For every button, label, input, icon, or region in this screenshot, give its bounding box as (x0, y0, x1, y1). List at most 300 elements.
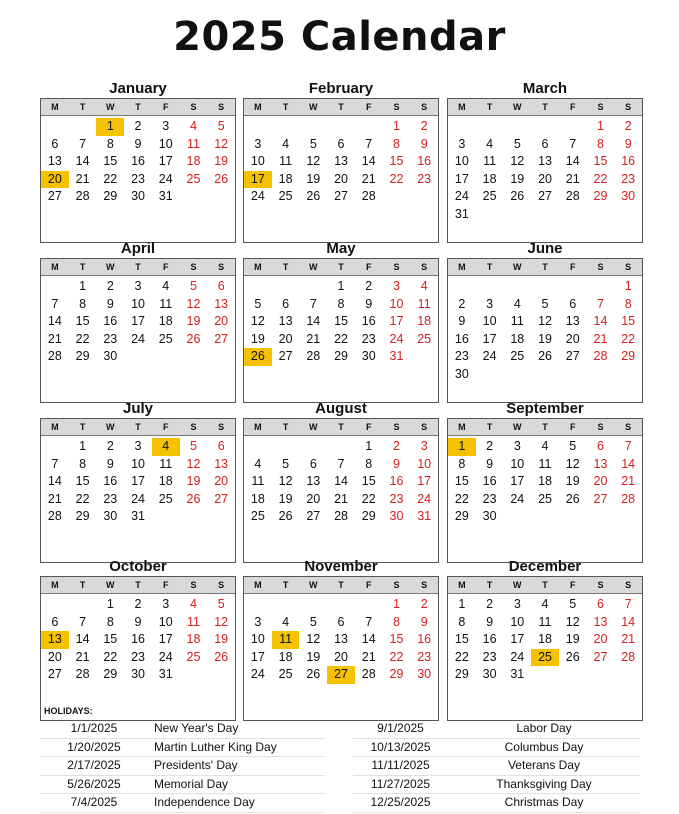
empty-day-cell (244, 278, 272, 296)
month-grid (40, 576, 236, 721)
week-row (448, 171, 642, 189)
day-cell: 3 (420, 439, 428, 453)
day-cell: 1 (337, 279, 345, 293)
weekday-header: T (338, 422, 344, 432)
weekday-header: W (309, 102, 318, 112)
weekday-header: W (106, 422, 115, 432)
day-cell: 10 (389, 296, 404, 311)
day-cell: 28 (306, 349, 321, 363)
day-cell: 28 (334, 509, 348, 523)
holiday-row (40, 776, 325, 795)
day-cell: 10 (417, 456, 432, 471)
day-cell: 5 (541, 296, 549, 311)
day-cell: 18 (158, 474, 173, 488)
weekday-header: F (365, 262, 372, 272)
day-cell: 14 (47, 314, 62, 328)
holiday-date: 1/20/2025 (67, 739, 121, 754)
weekday-header: F (569, 422, 576, 432)
day-cell: 3 (513, 597, 521, 611)
day-cell: 30 (103, 509, 118, 523)
day-cell: 16 (389, 474, 404, 488)
day-cell: 20 (593, 632, 608, 646)
day-cell: 23 (361, 331, 376, 346)
day-cell: 11 (483, 154, 497, 168)
weekday-header: M (458, 102, 466, 112)
day-cell: 21 (621, 474, 636, 488)
holiday-date: 10/13/2025 (370, 739, 431, 754)
day-cell: 7 (624, 597, 632, 611)
empty-day-cell (355, 596, 383, 614)
day-cell: 22 (389, 171, 404, 186)
day-cell: 22 (334, 331, 348, 346)
day-cell: 18 (158, 314, 173, 328)
day-cell: 8 (458, 614, 466, 629)
day-cell: 15 (75, 314, 90, 328)
day-cell: 15 (621, 314, 636, 328)
weekday-header: S (190, 422, 197, 432)
day-cell: 20 (565, 331, 580, 346)
day-cell: 4 (189, 119, 197, 133)
day-cell: 27 (306, 509, 321, 523)
week-row (448, 153, 642, 171)
holidays-left-list (40, 720, 325, 813)
empty-day-cell (614, 508, 642, 526)
day-cell: 25 (278, 189, 293, 203)
weekday-header: M (51, 102, 59, 112)
day-cell: 3 (134, 279, 142, 293)
day-cell: 18 (417, 314, 432, 328)
day-cell: 14 (621, 614, 636, 629)
week-row (41, 278, 235, 296)
month-september (447, 400, 643, 563)
week-row (244, 666, 438, 684)
day-cell: 29 (593, 189, 608, 203)
day-cell: 27 (214, 331, 229, 346)
day-cell: 30 (621, 189, 636, 203)
week-row (244, 153, 438, 171)
day-cell: 21 (565, 171, 580, 186)
empty-day-cell (299, 278, 327, 296)
weekday-header: W (513, 580, 522, 590)
day-cell: 6 (337, 136, 345, 151)
day-cell: 2 (420, 597, 428, 611)
empty-day-cell (614, 366, 642, 384)
day-cell: 27 (565, 349, 580, 363)
empty-day-cell (41, 438, 69, 456)
day-cell: 2 (486, 439, 494, 453)
day-cell: 8 (392, 614, 400, 629)
day-cell: 24 (482, 349, 497, 363)
day-cell: 23 (482, 491, 497, 506)
holiday-date: 2/17/2025 (67, 758, 121, 772)
day-cell: 10 (158, 136, 173, 151)
week-row (41, 136, 235, 154)
day-cell: 15 (75, 474, 90, 488)
day-cell: 10 (482, 314, 497, 328)
weekday-header: F (365, 580, 372, 590)
day-cell: 22 (454, 649, 469, 664)
weekday-header: S (393, 262, 400, 272)
day-cell: 21 (593, 331, 608, 346)
day-cell: 30 (131, 189, 145, 203)
weekday-header: T (542, 422, 548, 432)
holiday-day-cell: 26 (244, 348, 272, 366)
day-cell: 13 (334, 632, 348, 646)
day-cell: 17 (510, 474, 525, 488)
weekday-header: S (597, 262, 604, 272)
day-cell: 8 (365, 456, 373, 471)
week-row (244, 473, 438, 491)
month-name: August (315, 400, 367, 417)
day-cell: 17 (158, 632, 173, 646)
day-cell: 2 (458, 296, 466, 311)
day-cell: 7 (79, 136, 87, 151)
day-cell: 11 (279, 154, 293, 168)
day-cell: 7 (624, 439, 632, 453)
holiday-date: 5/26/2025 (67, 776, 121, 791)
day-cell: 24 (250, 189, 265, 203)
day-cell: 15 (389, 154, 404, 168)
week-row (448, 473, 642, 491)
day-cell: 9 (365, 296, 373, 311)
day-cell: 12 (565, 456, 580, 471)
weekday-header-row (448, 419, 642, 436)
day-cell: 25 (186, 171, 201, 186)
weekday-header: T (135, 102, 141, 112)
day-cell: 30 (361, 349, 376, 363)
day-cell: 1 (392, 119, 400, 133)
day-cell: 11 (538, 456, 552, 471)
weekday-header-row (448, 99, 642, 116)
day-cell: 19 (565, 474, 580, 488)
month-grid (243, 576, 439, 721)
empty-day-cell (327, 596, 355, 614)
day-cell: 24 (417, 491, 432, 506)
month-name: January (109, 80, 167, 97)
day-cell: 4 (189, 597, 197, 611)
week-row (244, 508, 438, 526)
empty-day-cell (503, 206, 531, 224)
day-cell: 23 (621, 171, 636, 186)
empty-day-cell (272, 596, 300, 614)
empty-day-cell (244, 596, 272, 614)
day-cell: 14 (593, 314, 608, 328)
weekday-header: S (218, 262, 225, 272)
weekday-header: F (162, 262, 169, 272)
day-cell: 6 (51, 136, 59, 151)
day-cell: 27 (538, 189, 552, 203)
day-cell: 19 (278, 491, 293, 506)
day-cell: 12 (278, 474, 293, 488)
empty-day-cell (587, 206, 615, 224)
day-cell: 24 (389, 331, 404, 346)
day-cell: 21 (47, 331, 62, 346)
day-cell: 1 (79, 279, 87, 293)
day-cell: 5 (569, 597, 577, 611)
day-cell: 2 (134, 597, 142, 611)
day-cell: 26 (306, 189, 321, 203)
day-cell: 9 (106, 296, 114, 311)
holiday-date: 12/25/2025 (370, 795, 431, 809)
weekday-header: T (135, 422, 141, 432)
weekday-header: S (190, 580, 197, 590)
day-cell: 19 (250, 331, 265, 346)
day-cell: 21 (47, 491, 62, 506)
day-cell: 13 (593, 614, 608, 629)
week-row (41, 171, 235, 189)
day-cell: 2 (420, 119, 428, 133)
day-cell: 12 (306, 154, 321, 168)
day-cell: 7 (365, 614, 373, 629)
day-cell: 27 (214, 491, 229, 506)
day-cell: 28 (47, 509, 62, 523)
month-june (447, 240, 643, 403)
month-october (40, 558, 236, 721)
day-cell: 15 (361, 474, 376, 488)
day-cell: 28 (621, 491, 636, 506)
day-cell: 27 (593, 491, 608, 506)
week-row (244, 118, 438, 136)
day-cell: 17 (250, 649, 265, 664)
week-row (244, 313, 438, 331)
week-row (244, 438, 438, 456)
day-cell: 21 (306, 331, 321, 346)
day-cell: 24 (158, 171, 173, 186)
day-cell: 9 (420, 614, 428, 629)
holidays-right-list (353, 720, 640, 813)
weekday-header: S (625, 580, 632, 590)
day-cell: 26 (565, 491, 580, 506)
week-row (448, 614, 642, 632)
holiday-row (353, 720, 640, 739)
weekday-header-row (41, 577, 235, 594)
month-grid (447, 258, 643, 403)
weekday-header: F (569, 102, 576, 112)
empty-day-cell (531, 118, 559, 136)
weekday-header: S (393, 102, 400, 112)
weekday-header-row (244, 577, 438, 594)
day-cell: 28 (361, 667, 376, 681)
month-may (243, 240, 439, 403)
month-name: June (527, 240, 563, 257)
weekday-header-row (41, 419, 235, 436)
empty-day-cell (180, 508, 208, 526)
weekday-header: S (597, 102, 604, 112)
day-cell: 17 (131, 314, 145, 328)
empty-day-cell (69, 118, 97, 136)
day-cell: 16 (482, 474, 497, 488)
day-cell: 17 (510, 632, 525, 646)
day-cell: 11 (510, 314, 524, 328)
day-cell: 27 (47, 189, 62, 203)
empty-day-cell (614, 206, 642, 224)
holiday-row (353, 776, 640, 795)
day-cell: 31 (389, 349, 404, 363)
day-cell: 13 (334, 154, 348, 168)
week-row (41, 666, 235, 684)
day-cell: 14 (75, 632, 90, 646)
day-cell: 30 (389, 509, 404, 523)
week-row (244, 596, 438, 614)
weekday-header: T (338, 262, 344, 272)
holiday-day-cell: 11 (272, 631, 300, 649)
empty-day-cell (531, 366, 559, 384)
day-cell: 4 (541, 439, 549, 453)
week-row (244, 631, 438, 649)
day-cell: 20 (47, 649, 62, 664)
week-row (448, 278, 642, 296)
day-cell: 2 (624, 119, 632, 133)
week-row (448, 313, 642, 331)
day-cell: 19 (510, 171, 525, 186)
week-row (448, 491, 642, 509)
day-cell: 19 (214, 632, 229, 646)
day-cell: 15 (334, 314, 348, 328)
day-cell: 12 (214, 136, 229, 151)
day-cell: 23 (131, 649, 145, 664)
day-cell: 11 (538, 614, 552, 629)
weekday-header: T (282, 580, 289, 590)
holiday-row (40, 739, 325, 758)
day-cell: 2 (365, 279, 373, 293)
empty-day-cell (124, 348, 152, 366)
day-cell: 9 (486, 456, 494, 471)
day-cell: 3 (134, 439, 142, 453)
day-cell: 16 (417, 632, 432, 646)
week-row (41, 456, 235, 474)
holiday-day-cell: 17 (244, 171, 272, 189)
weekday-header: T (486, 580, 493, 590)
weekday-header: F (162, 580, 169, 590)
day-cell: 13 (538, 154, 552, 168)
empty-day-cell (299, 438, 327, 456)
day-cell: 20 (214, 314, 229, 328)
holiday-date: 9/1/2025 (377, 721, 424, 735)
empty-day-cell (476, 206, 504, 224)
weekday-header: T (542, 262, 548, 272)
day-cell: 19 (538, 331, 552, 346)
day-cell: 12 (214, 614, 229, 629)
day-cell: 1 (458, 597, 466, 611)
day-cell: 20 (214, 474, 229, 488)
day-cell: 22 (361, 491, 376, 506)
month-july (40, 400, 236, 563)
day-cell: 24 (454, 189, 469, 203)
month-name: November (304, 558, 378, 575)
weekday-header: W (309, 422, 318, 432)
week-row (448, 118, 642, 136)
weekday-header-row (244, 99, 438, 116)
day-cell: 4 (541, 597, 549, 611)
week-row (448, 206, 642, 224)
weekday-header: S (393, 580, 400, 590)
day-cell: 7 (569, 136, 577, 151)
weekday-header: S (625, 102, 632, 112)
day-cell: 5 (569, 439, 577, 453)
day-cell: 10 (454, 154, 469, 168)
day-cell: 12 (306, 632, 321, 646)
holiday-name: Christmas Day (504, 795, 584, 809)
holidays-section (40, 704, 640, 809)
day-cell: 16 (621, 154, 636, 168)
day-cell: 31 (454, 206, 469, 221)
empty-day-cell (180, 666, 208, 684)
day-cell: 2 (106, 279, 114, 293)
day-cell: 13 (214, 456, 229, 471)
day-cell: 28 (47, 349, 62, 363)
week-row (448, 666, 642, 684)
day-cell: 17 (454, 171, 469, 186)
weekday-header: T (282, 102, 289, 112)
week-row (448, 631, 642, 649)
day-cell: 8 (458, 456, 466, 471)
day-cell: 4 (420, 279, 428, 293)
week-row (41, 118, 235, 136)
month-grid (243, 418, 439, 563)
day-cell: 14 (47, 474, 62, 488)
empty-day-cell (559, 666, 587, 684)
day-cell: 22 (103, 171, 118, 186)
holiday-day-cell: 1 (448, 438, 476, 456)
day-cell: 13 (565, 314, 580, 328)
day-cell: 18 (482, 171, 497, 186)
day-cell: 9 (420, 136, 428, 151)
holidays-title: HOLIDAYS: (44, 706, 93, 716)
weekday-header: F (365, 102, 372, 112)
day-cell: 1 (365, 439, 373, 453)
day-cell: 19 (186, 314, 201, 328)
weekday-header: S (421, 422, 428, 432)
weekday-header: T (542, 580, 548, 590)
weekday-header: T (79, 102, 86, 112)
month-february (243, 80, 439, 243)
day-cell: 28 (75, 667, 90, 681)
weekday-header-row (244, 419, 438, 436)
day-cell: 3 (162, 597, 170, 611)
week-row (41, 296, 235, 314)
week-row (41, 473, 235, 491)
day-cell: 9 (106, 456, 114, 471)
week-row (448, 331, 642, 349)
day-cell: 25 (482, 189, 497, 203)
day-cell: 14 (621, 456, 636, 471)
weekday-header: M (458, 580, 466, 590)
week-row (448, 438, 642, 456)
holiday-row (353, 757, 640, 776)
month-grid (243, 258, 439, 403)
month-name: October (109, 558, 167, 575)
day-cell: 21 (334, 491, 348, 506)
weekday-header: T (486, 102, 493, 112)
day-cell: 24 (510, 491, 525, 506)
day-cell: 16 (454, 331, 469, 346)
empty-day-cell (327, 438, 355, 456)
day-cell: 8 (106, 614, 114, 629)
day-cell: 10 (131, 296, 145, 311)
weekday-header: T (486, 262, 493, 272)
day-cell: 24 (250, 667, 265, 681)
holiday-name: Memorial Day (154, 776, 229, 791)
day-cell: 22 (75, 331, 90, 346)
day-cell: 18 (538, 632, 552, 646)
day-cell: 7 (309, 296, 317, 311)
day-cell: 20 (334, 649, 348, 664)
weekday-header: T (79, 580, 86, 590)
month-april (40, 240, 236, 403)
weekday-header: M (254, 262, 262, 272)
day-cell: 10 (250, 632, 265, 646)
day-cell: 25 (538, 491, 552, 506)
